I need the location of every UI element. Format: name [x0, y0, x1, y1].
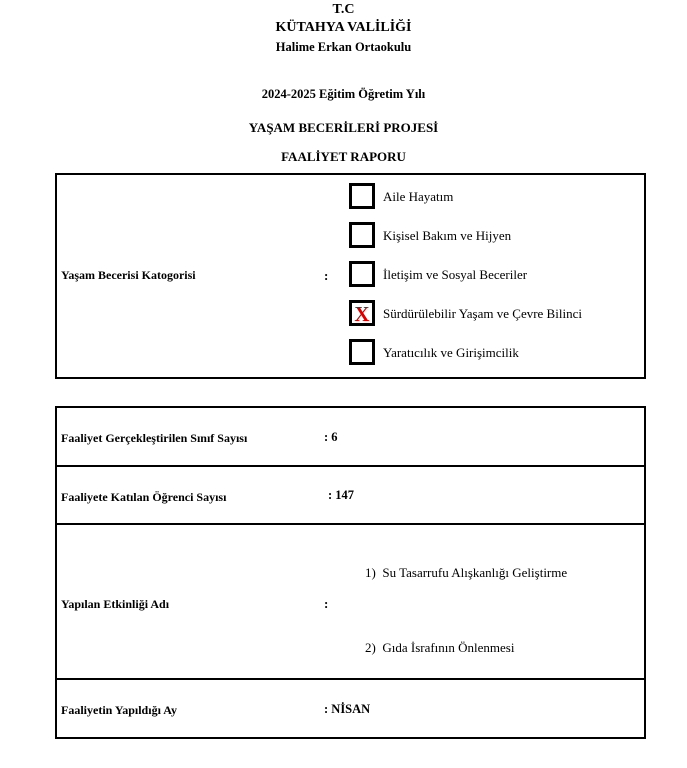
activity-item-2	[365, 640, 514, 656]
class-count-value: : 6	[324, 430, 338, 444]
option-label: İletişim ve Sosyal Beceriler	[383, 267, 528, 282]
activity-label: Yapılan Etkinliği Adı	[61, 597, 170, 611]
header-governorship: KÜTAHYA VALİLİĞİ	[275, 20, 412, 35]
checkbox[interactable]	[349, 222, 375, 248]
student-count-label: Faaliyete Katılan Öğrenci Sayısı	[61, 490, 227, 504]
activity-item-text: Su Tasarrufu Alışkanlığı Geliştirme	[382, 565, 568, 580]
option-label: Sürdürülebilir Yaşam ve Çevre Bilinci	[383, 306, 582, 321]
class-count-label: Faaliyet Gerçekleştirilen Sınıf Sayısı	[61, 431, 248, 445]
header-year: 2024-2025 Eğitim Öğretim Yılı	[261, 87, 426, 101]
activity-item-number: 1)	[365, 565, 376, 580]
category-box	[55, 173, 646, 379]
category-label: Yaşam Becerisi Katogorisi	[61, 268, 196, 282]
info-box	[55, 406, 646, 739]
activity-colon: :	[324, 596, 329, 611]
divider	[57, 465, 644, 467]
activity-item-text: Gıda İsrafının Önlenmesi	[382, 640, 515, 655]
activity-item-1	[365, 565, 567, 581]
header-report: FAALİYET RAPORU	[281, 149, 406, 164]
month-value: : NİSAN	[324, 702, 371, 716]
month-label: Faaliyetin Yapıldığı Ay	[61, 703, 178, 717]
checkbox-checked[interactable]: X	[349, 300, 375, 326]
header-school: Halime Erkan Ortaokulu	[275, 40, 412, 54]
checkbox[interactable]	[349, 183, 375, 209]
checkbox[interactable]	[349, 261, 375, 287]
header-tc: T.C	[332, 2, 355, 17]
student-count-value: : 147	[328, 488, 355, 502]
option-label: Aile Hayatım	[383, 189, 454, 204]
divider	[57, 523, 644, 525]
option-label: Kişisel Bakım ve Hijyen	[383, 228, 512, 243]
activity-item-number: 2)	[365, 640, 376, 655]
category-colon: :	[324, 268, 329, 283]
checkbox[interactable]	[349, 339, 375, 365]
divider	[57, 678, 644, 680]
header-project: YAŞAM BECERİLERİ PROJESİ	[248, 120, 439, 135]
option-label: Yaratıcılık ve Girişimcilik	[383, 345, 519, 360]
